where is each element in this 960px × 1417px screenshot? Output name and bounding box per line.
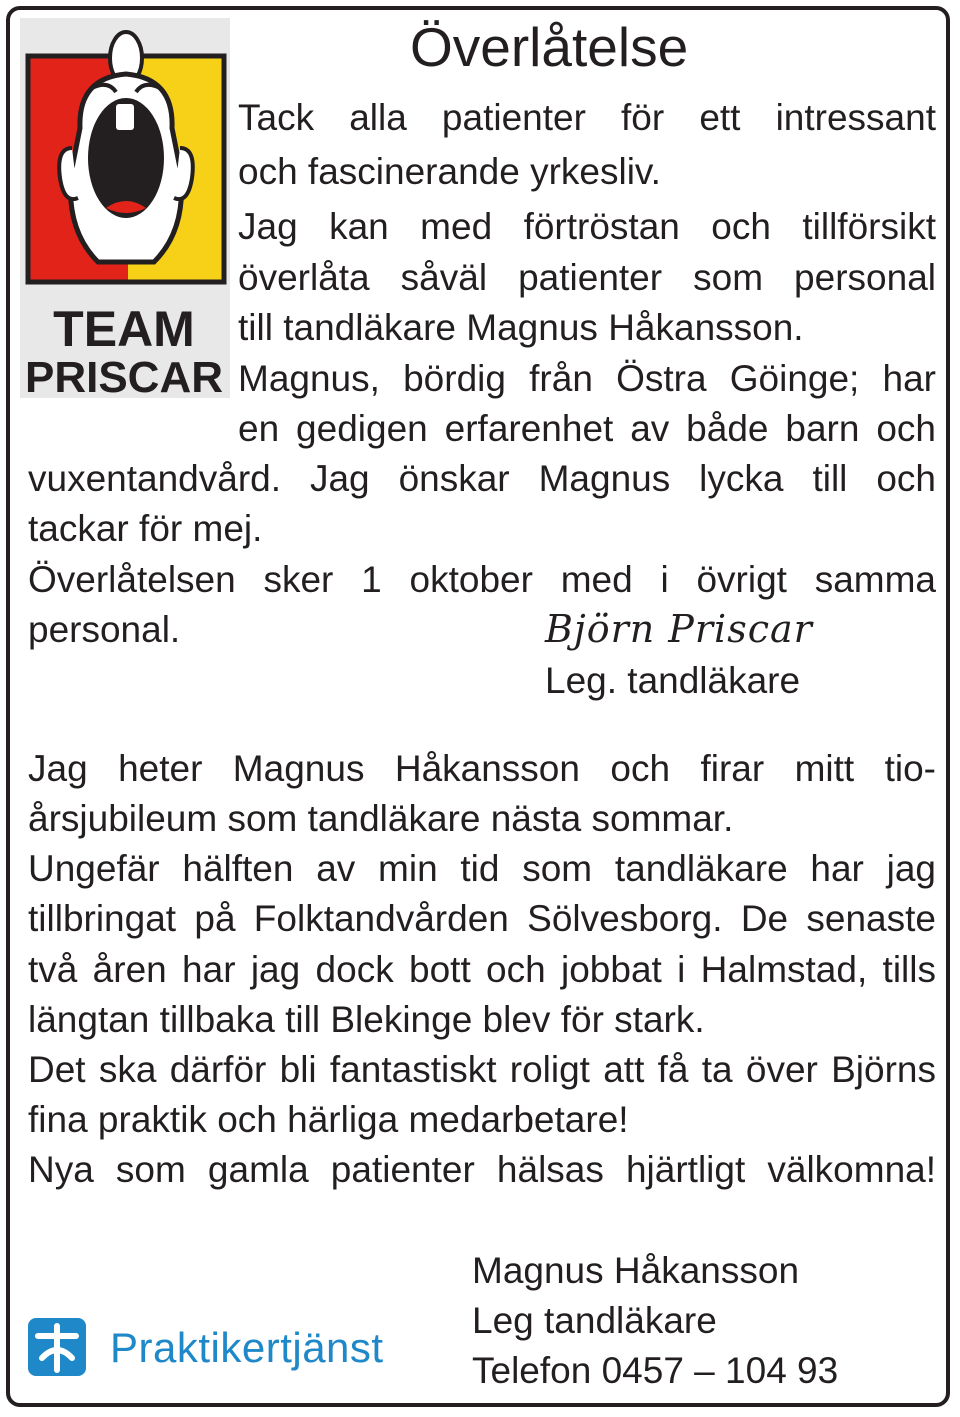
logo-priscar-text: PRISCAR [24,353,224,398]
notice-line: till tandläkare Magnus Håkansson. [238,307,804,348]
contact-title: Leg tandläkare [472,1300,717,1341]
contact-phone: Telefon 0457 – 104 93 [472,1350,839,1391]
letter-line: årsjubileum som tandläkare nästa sommar. [28,798,734,839]
letter-line: Ungefär hälften av min tid som tandläkare har jag [28,848,936,889]
praktikertjanst-brand-name: Praktikertjänst [110,1324,384,1371]
notice-line: Överlåtelsen sker 1 oktober med i övrigt samma [28,559,936,600]
letter-line: Det ska därför bli fantastiskt roligt att få ta över Björns [28,1049,936,1090]
signature: Björn Priscar [545,607,813,651]
letter-line: fina praktik och härliga medarbetare! [28,1099,629,1140]
notice-line: personal. [28,609,181,650]
letter-line: längtan tillbaka till Blekinge blev för stark. [28,999,705,1040]
notice-line: Jag kan med förtröstan och tillförsikt [238,206,936,247]
page-title: Överlåtelse [410,16,689,78]
notice-line: Tack alla patienter för ett intressant [238,97,936,138]
letter-line: tillbringat på Folktandvården Sölvesborg. De senaste [28,898,936,939]
notice-line: överlåta såväl patienter som personal [238,257,936,298]
letter-line: två åren har jag dock bott och jobbat i Halmstad, tills [28,949,936,990]
letter-line: Nya som gamla patienter hälsas hjärtligt välkomna! [28,1149,936,1190]
notice-line: och fascinerande yrkesliv. [238,151,661,192]
notice-line: Magnus, bördig från Östra Göinge; har [238,358,936,399]
letter-line: Jag heter Magnus Håkansson och firar mitt tio- [28,748,936,789]
contact-name: Magnus Håkansson [472,1250,800,1291]
team-priscar-logo [20,18,230,398]
notice-line: en gedigen erfarenhet av både barn och [238,408,936,449]
logo-team-text: TEAM [53,301,195,357]
notice-line: vuxentandvård. Jag önskar Magnus lycka till och [28,458,936,499]
notice-line: tackar för mej. [28,508,263,549]
signature-title: Leg. tandläkare [545,660,801,701]
